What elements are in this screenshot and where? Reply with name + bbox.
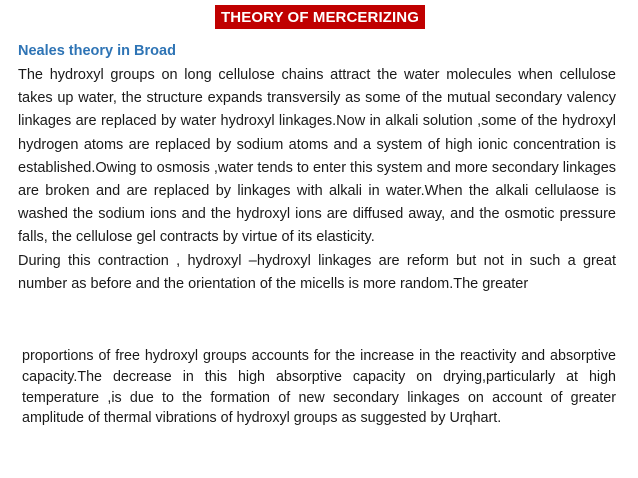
paragraph-1: The hydroxyl groups on long cellulose chains attract the water molecules when cellulose takes up water, the structure expands transversily as some of the mutual secondary valency linkages are replaced by water hydroxyl linkages.Now in alkali solution ,some of the hydroxyl hydrogen atoms are replaced by sodium atoms and a system of high ionic concentration is established.Owing to osmosis ,water tends to enter this system and more secondary linkages are broken and are replaced by linkages with alkali in water.When the alkali cellulaose is washed the sodium ions and the hydroxyl ions are diffused away, and the osmotic pressure falls, the cellulose gel contracts by virtue of its elasticity. (18, 67, 617, 246)
paragraph-2: During this contraction , hydroxyl –hydroxyl linkages are reform but not in such a great number as before and the orientation of the micells is more random.The greater (18, 252, 616, 292)
section-heading: Neales theory in Broad (18, 43, 176, 59)
title-banner (215, 5, 425, 29)
body-text (18, 64, 616, 296)
continuation-paragraph: proportions of free hydroxyl groups accounts for the increase in the reactivity and absorptive capacity.The decrease in this high absorptive capacity on drying,particularly at high temperature ,is due to the formation of new secondary linkages on account of greater amplitude of thermal vibrations of hydroxyl groups as suggested by Urqhart. (22, 348, 616, 427)
slide-title: THEORY OF MERCERIZING (221, 8, 419, 26)
